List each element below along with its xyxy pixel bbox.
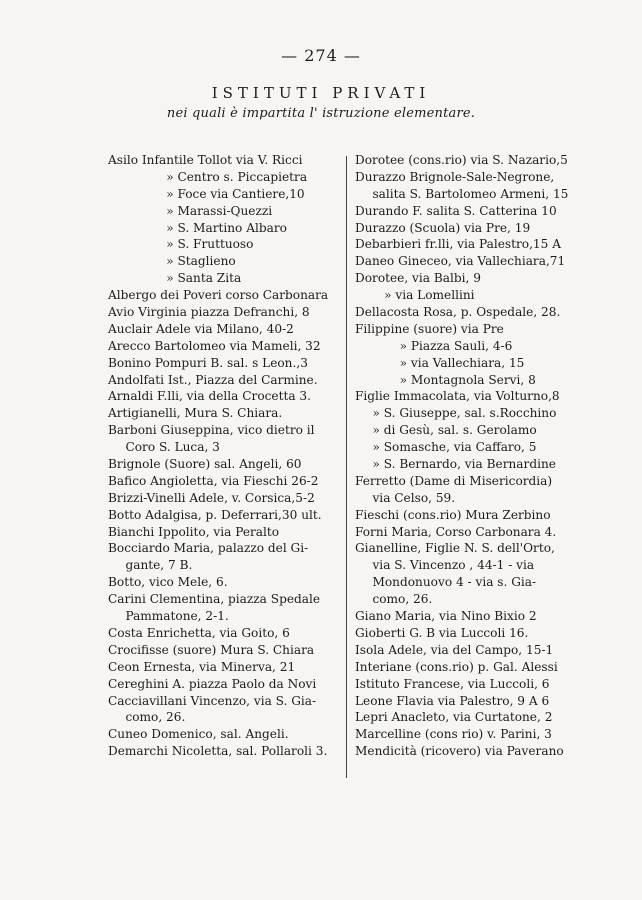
list-entry: Dorotee (cons.rio) via S. Nazario,5 — [355, 152, 568, 167]
list-entry: Brignole (Suore) sal. Angeli, 60 — [108, 456, 302, 472]
list-entry: Botto Adalgisa, p. Deferrari,30 ult. — [108, 506, 322, 522]
list-entry: Debarbieri fr.lli, via Palestro,15 A — [355, 236, 561, 252]
list-entry: Arecco Bartolomeo via Mameli, 32 — [108, 337, 321, 353]
list-entry: Marcelline (cons rio) v. Parini, 3 — [355, 726, 552, 742]
list-entry: Mendicità (ricovero) via Paverano — [355, 743, 564, 759]
list-entry: » Foce via Cantiere,10 — [166, 185, 305, 201]
list-entry: Gioberti G. B via Luccoli 16. — [355, 624, 529, 640]
list-entry: Costa Enrichetta, via Goito, 6 — [108, 624, 290, 640]
list-entry: Dorotee, via Balbi, 9 — [355, 270, 481, 286]
list-entry: » S. Fruttuoso — [166, 236, 254, 252]
list-entry: Figlie Immacolata, via Volturno,8 — [355, 388, 560, 404]
list-entry: Lepri Anacleto, via Curtatone, 2 — [355, 709, 553, 725]
list-entry: Demarchi Nicoletta, sal. Pollaroli 3. — [108, 743, 328, 759]
list-entry: » di Gesù, sal. s. Gerolamo — [372, 422, 537, 438]
list-entry: » via Lomellini — [384, 287, 475, 303]
list-entry: Gianelline, Figlie N. S. dell'Orto, — [355, 540, 555, 556]
list-entry: Ceon Ernesta, via Minerva, 21 — [108, 658, 296, 674]
list-entry: Durando F. salita S. Catterina 10 — [355, 202, 557, 218]
list-entry: Ferretto (Dame di Misericordia) — [355, 472, 553, 488]
list-entry: Durazzo (Scuola) via Pre, 19 — [355, 219, 531, 235]
list-entry: Brizzi-Vinelli Adele, v. Corsica,5-2 — [108, 489, 315, 505]
list-entry: » Staglieno — [166, 253, 236, 269]
list-entry: Auclair Adele via Milano, 40-2 — [108, 320, 294, 336]
list-entry: Bafico Angioletta, via Fieschi 26-2 — [108, 472, 319, 488]
list-entry: Andolfati Ist., Piazza del Carmine. — [108, 371, 318, 387]
list-entry: » Centro s. Piccapietra — [166, 168, 308, 184]
left-column — [108, 152, 345, 760]
list-entry: salita S. Bartolomeo Armeni, 15 — [372, 185, 569, 201]
section-subheading: nei quali è impartita l' istruzione elementare. — [166, 106, 476, 121]
list-entry: como, 26. — [372, 591, 433, 607]
list-entry: Forni Maria, Corso Carbonara 4. — [355, 523, 557, 539]
list-entry: » Piazza Sauli, 4-6 — [399, 337, 513, 353]
list-entry: Dellacosta Rosa, p. Ospedale, 28. — [355, 304, 561, 320]
list-entry: » S. Martino Albaro — [166, 219, 287, 235]
list-entry: Carini Clementina, piazza Spedale — [108, 591, 321, 607]
column-divider — [346, 156, 347, 778]
list-entry: como, 26. — [125, 709, 186, 725]
list-entry: » Montagnola Servi, 8 — [399, 371, 536, 387]
list-entry: Istituto Francese, via Luccoli, 6 — [355, 675, 550, 691]
list-entry: Pammatone, 2-1. — [125, 608, 229, 624]
list-entry: Barboni Giuseppina, vico dietro il — [108, 422, 315, 438]
list-entry: Interiane (cons.rio) p. Gal. Alessi — [355, 658, 558, 674]
list-entry: » via Vallechiara, 15 — [399, 354, 525, 370]
list-entry: Durazzo Brignole-Sale-Negrone, — [355, 168, 555, 184]
list-entry: Fieschi (cons.rio) Mura Zerbino — [355, 506, 551, 522]
list-entry: Avio Virginia piazza Defranchi, 8 — [108, 304, 310, 320]
list-entry: » S. Giuseppe, sal. s.Rocchino — [372, 405, 557, 421]
list-entry: Asilo Infantile Tollot via V. Ricci — [108, 152, 303, 167]
list-entry: Mondonuovo 4 - via s. Gia- — [372, 574, 537, 590]
list-entry: Giano Maria, via Nino Bixio 2 — [355, 608, 537, 624]
list-entry: Arnaldi F.lli, via della Crocetta 3. — [108, 388, 312, 404]
list-entry: Cereghini A. piazza Paolo da Novi — [108, 675, 317, 691]
list-entry: » Santa Zita — [166, 270, 242, 286]
list-entry: » Marassi-Quezzi — [166, 202, 273, 218]
list-entry: Daneo Gineceo, via Vallechiara,71 — [355, 253, 566, 269]
list-entry: Cuneo Domenico, sal. Angeli. — [108, 726, 289, 742]
list-entry: Albergo dei Poveri corso Carbonara — [108, 287, 329, 303]
section-heading: ISTITUTI PRIVATI — [211, 84, 431, 102]
list-entry: via S. Vincenzo , 44-1 - via — [372, 557, 535, 573]
list-entry: » S. Bernardo, via Bernardine — [372, 456, 556, 472]
list-entry: Botto, vico Mele, 6. — [108, 574, 228, 590]
page-number: — 274 — — [281, 46, 361, 65]
right-column — [355, 152, 592, 760]
list-entry: Bonino Pompuri B. sal. s Leon.,3 — [108, 354, 308, 370]
list-entry: Coro S. Luca, 3 — [125, 439, 220, 455]
list-entry: Bocciardo Maria, palazzo del Gi- — [108, 540, 309, 556]
list-entry: Filippine (suore) via Pre — [355, 320, 504, 336]
list-entry: Crocifisse (suore) Mura S. Chiara — [108, 641, 315, 657]
list-entry: via Celso, 59. — [372, 489, 456, 505]
list-entry: Bianchi Ippolito, via Peralto — [108, 523, 280, 539]
list-entry: Artigianelli, Mura S. Chiara. — [108, 405, 283, 421]
list-entry: gante, 7 B. — [125, 557, 193, 573]
list-entry: » Somasche, via Caffaro, 5 — [372, 439, 537, 455]
list-entry: Leone Flavia via Palestro, 9 A 6 — [355, 692, 550, 708]
list-entry: Isola Adele, via del Campo, 15-1 — [355, 641, 554, 657]
list-entry: Cacciavillani Vincenzo, via S. Gia- — [108, 692, 317, 708]
